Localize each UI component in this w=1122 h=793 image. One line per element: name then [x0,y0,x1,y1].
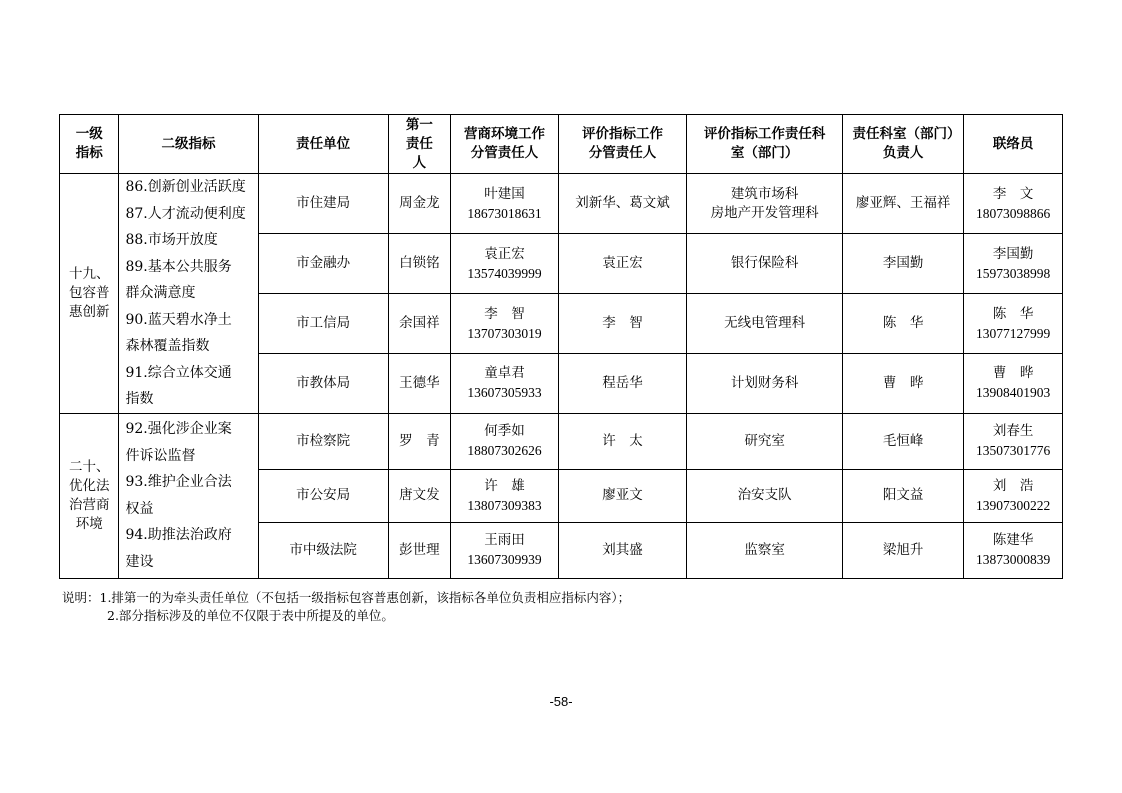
head-cell: 廖亚辉、王福祥 [843,174,964,234]
contact-cell: 陈 华 13077127999 [964,294,1063,354]
first-cell: 余国祥 [388,294,450,354]
note-line-1: 说明：1.排第一的为牵头责任单位（不包括一级指标包容普惠创新，该指标各单位负责相应指标内容）； [62,590,631,605]
first-cell: 周金龙 [388,174,450,234]
env-cell: 许 雄 13807309383 [451,469,559,522]
contact-cell: 曹 晔 13908401903 [964,354,1063,413]
first-cell: 唐文发 [388,469,450,522]
env-cell: 童卓君 13607305933 [451,354,559,413]
first-cell: 罗 青 [388,413,450,469]
unit-cell: 市金融办 [258,234,388,294]
header-eval-office: 评价指标工作责任科室（部门） [686,115,842,174]
header-first-responsible: 第一责任人 [388,115,450,174]
office-cell: 研究室 [686,413,842,469]
eval-cell: 许 太 [558,413,686,469]
eval-cell: 刘新华、葛文斌 [558,174,686,234]
office-cell: 建筑市场科 房地产开发管理科 [686,174,842,234]
head-cell: 陈 华 [843,294,964,354]
env-cell: 叶建国 18673018631 [451,174,559,234]
office-cell: 无线电管理科 [686,294,842,354]
level2-cell-group2: 92.强化涉企业案 件诉讼监督 93.维护企业合法 权益 94.助推法治政府 建设 [119,413,258,578]
table-row [60,413,1063,469]
eval-cell: 李 智 [558,294,686,354]
head-cell: 李国勤 [843,234,964,294]
unit-cell: 市教体局 [258,354,388,413]
env-cell: 何季如 18807302626 [451,413,559,469]
office-cell: 银行保险科 [686,234,842,294]
first-cell: 彭世理 [388,522,450,578]
eval-cell: 程岳华 [558,354,686,413]
level2-cell-group1: 86.创新创业活跃度 87.人才流动便利度 88.市场开放度 89.基本公共服务 群众满意度 90.蓝天碧水净土 森林覆盖指数 91.综合立体交通 指数 [119,174,258,414]
env-cell: 李 智 13707303019 [451,294,559,354]
header-unit: 责任单位 [258,115,388,174]
head-cell: 阳文益 [843,469,964,522]
env-cell: 王雨田 13607309939 [451,522,559,578]
header-level2: 二级指标 [119,115,258,174]
unit-cell: 市检察院 [258,413,388,469]
responsibility-table [59,114,1063,579]
first-cell: 王德华 [388,354,450,413]
office-cell: 监察室 [686,522,842,578]
contact-cell: 刘 浩 13907300222 [964,469,1063,522]
table-row [60,174,1063,234]
contact-cell: 刘春生 13507301776 [964,413,1063,469]
unit-cell: 市工信局 [258,294,388,354]
unit-cell: 市住建局 [258,174,388,234]
first-cell: 白锁铭 [388,234,450,294]
note-line-2: 2.部分指标涉及的单位不仅限于表中所提及的单位。 [107,608,394,623]
page-number: -58- [549,694,573,709]
env-cell: 袁正宏 13574039999 [451,234,559,294]
header-env-responsible: 营商环境工作分管责任人 [451,115,559,174]
office-cell: 治安支队 [686,469,842,522]
eval-cell: 刘其盛 [558,522,686,578]
contact-cell: 李国勤 15973038998 [964,234,1063,294]
header-row [60,115,1063,174]
header-eval-responsible: 评价指标工作分管责任人 [558,115,686,174]
header-level1: 一级指标 [60,115,119,174]
eval-cell: 廖亚文 [558,469,686,522]
head-cell: 梁旭升 [843,522,964,578]
office-cell: 计划财务科 [686,354,842,413]
header-contact: 联络员 [964,115,1063,174]
header-office-head: 责任科室（部门）负责人 [843,115,964,174]
contact-cell: 陈建华 13873000839 [964,522,1063,578]
notes [62,589,630,625]
level1-cell-group1: 十九、包容普惠创新 [60,174,119,414]
head-cell: 曹 晔 [843,354,964,413]
unit-cell: 市中级法院 [258,522,388,578]
contact-cell: 李 文 18073098866 [964,174,1063,234]
level1-cell-group2: 二十、优化法治营商环境 [60,413,119,578]
eval-cell: 袁正宏 [558,234,686,294]
head-cell: 毛恒峰 [843,413,964,469]
unit-cell: 市公安局 [258,469,388,522]
